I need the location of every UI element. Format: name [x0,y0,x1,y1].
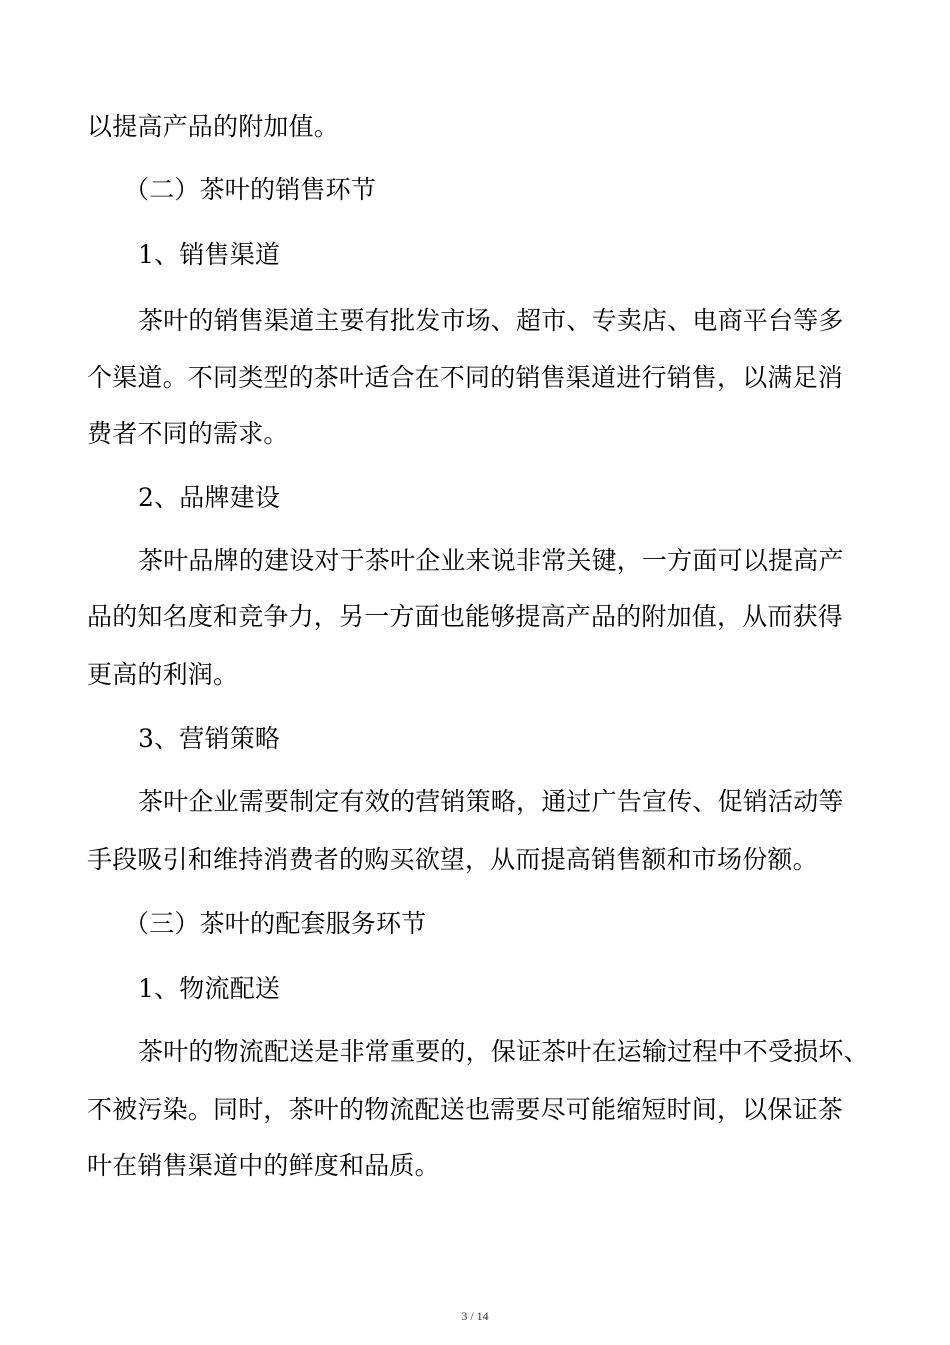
paragraph-line: 品的知名度和竞争力，另一方面也能够提高产品的附加值，从而获得 [87,602,844,631]
paragraph-line: 茶叶品牌的建设对于茶叶企业来说非常关键，一方面可以提高产 [138,546,844,575]
section-heading: （二）茶叶的销售环节 [124,175,377,204]
paragraph-line: 茶叶的销售渠道主要有批发市场、超市、专卖店、电商平台等多 [138,306,844,335]
paragraph-line: 叶在销售渠道中的鲜度和品质。 [87,1151,440,1180]
paragraph-line: 茶叶企业需要制定有效的营销策略，通过广告宣传、促销活动等 [138,787,844,816]
paragraph-line: 费者不同的需求。 [87,419,289,448]
paragraph-line: 茶叶的物流配送是非常重要的，保证茶叶在运输过程中不受损坏、 [138,1037,869,1066]
paragraph-line: 不被污染。同时，茶叶的物流配送也需要尽可能缩短时间，以保证茶 [87,1095,844,1124]
paragraph-line: 手段吸引和维持消费者的购买欲望，从而提高销售额和市场份额。 [87,845,818,874]
paragraph-line: 更高的利润。 [87,660,239,689]
paragraph-line: 以提高产品的附加值。 [87,112,340,141]
subsection-heading: 2、品牌建设 [138,483,281,512]
paragraph-line: 个渠道。不同类型的茶叶适合在不同的销售渠道进行销售，以满足消 [87,363,844,392]
subsection-heading: 3、营销策略 [138,724,281,753]
page-number: 3 / 14 [461,1309,489,1323]
section-heading: （三）茶叶的配套服务环节 [124,909,427,938]
subsection-heading: 1、销售渠道 [138,240,281,269]
subsection-heading: 1、物流配送 [138,974,281,1003]
